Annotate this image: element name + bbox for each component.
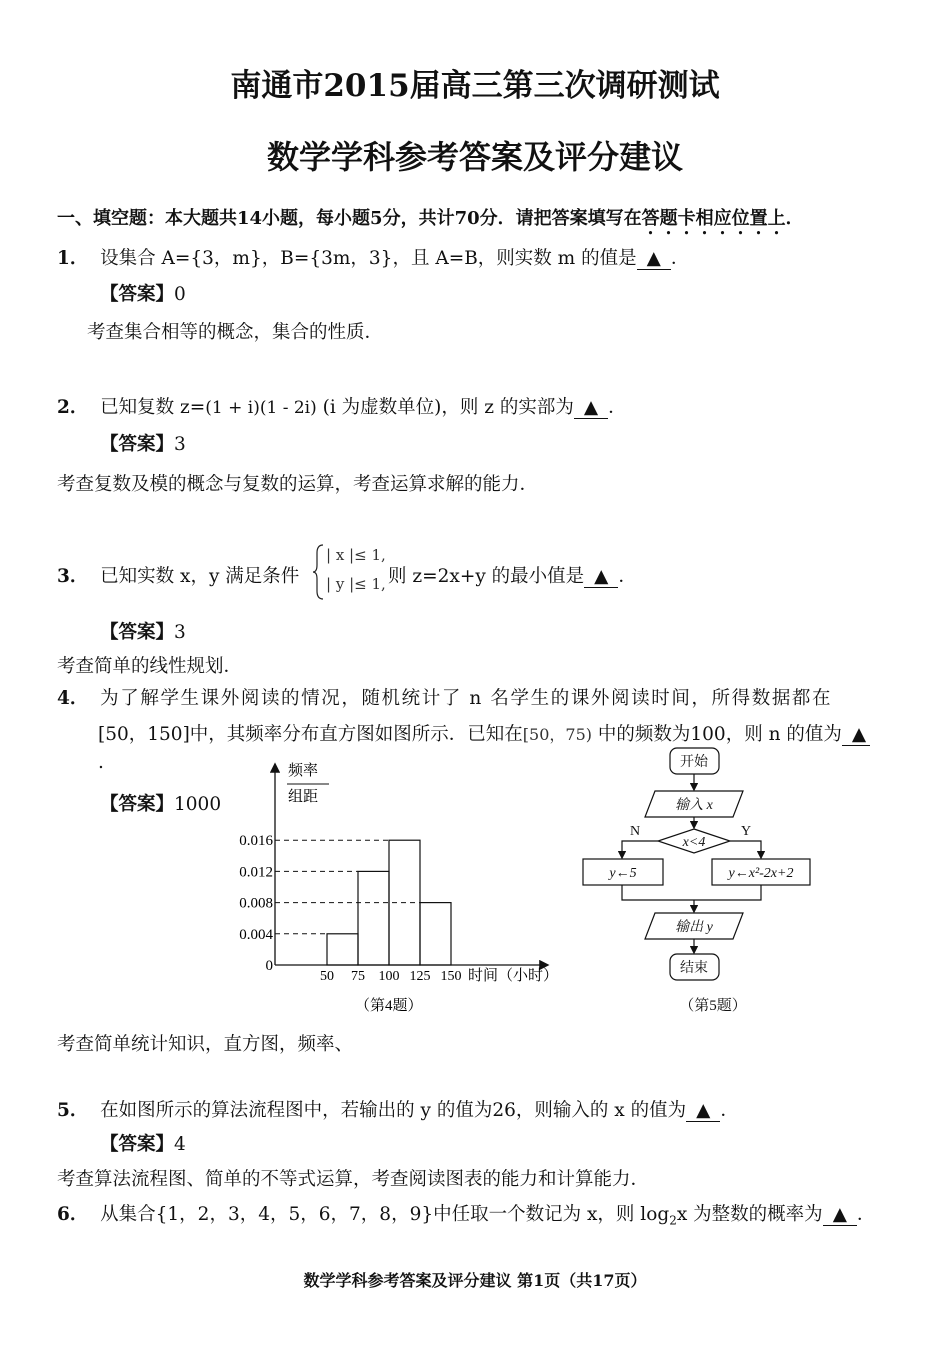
note-3: 考查简单的线性规划．	[57, 656, 243, 677]
y-tick-label: 0.008	[239, 895, 273, 912]
flowchart	[575, 745, 825, 1020]
question-2: 2． 已知复数 z=(1 + i)(1 - 2i) (i 为虚数单位)，则 z 的实部为 ▲ ．	[57, 397, 627, 418]
y-tick-label: 0.004	[239, 926, 273, 943]
question-3: 3． 已知实数 x，y 满足条件	[57, 566, 300, 587]
end-label: 结束	[680, 961, 708, 976]
answer-blank: ▲	[686, 1101, 720, 1122]
output-label: 输出 y	[675, 920, 713, 935]
histogram-bar	[327, 934, 358, 965]
question-4-line2: [50，150]中，其频率分布直方图如图所示．已知在[50，75) 中的频数为100，则 n 的值为 ▲	[98, 720, 870, 746]
page-subtitle: 数学学科参考答案及评分建议	[266, 138, 683, 176]
answer-5: 【答案】4	[100, 1134, 186, 1155]
answer-blank: ▲	[823, 1205, 857, 1226]
no-label: N	[629, 824, 641, 839]
x-tick-label: 50	[320, 969, 334, 984]
answer-blank: ▲	[584, 567, 618, 588]
question-4-line3: .	[98, 752, 104, 773]
y-label-bottom: 组距	[288, 789, 319, 805]
x-tick-label: 150	[440, 969, 462, 984]
chart-caption: （第4题）	[355, 998, 423, 1014]
brace-icon	[312, 543, 326, 601]
answer-4: 【答案】1000	[100, 794, 222, 815]
question-5: 5． 在如图所示的算法流程图中，若输出的 y 的值为26，则输入的 x 的值为 ▲ ．	[57, 1100, 739, 1121]
y-tick-label: 0	[265, 958, 273, 974]
histogram-bar	[420, 903, 451, 965]
start-label: 开始	[680, 755, 708, 770]
question-1: 1． 设集合 A={3，m}，B={3m，3}，且 A=B，则实数 m 的值是 ▲ ．	[57, 248, 690, 269]
answer-2: 【答案】3	[100, 434, 186, 455]
x-tick-label: 75	[351, 969, 365, 984]
flowchart-caption: （第5题）	[679, 998, 747, 1014]
x-tick-label: 125	[409, 969, 431, 984]
section-heading: 一、填空题：本大题共14小题，每小题5分，共计70分．请把答案填写在答题卡相应位置上．	[57, 208, 804, 229]
input-label: 输入 x	[675, 798, 713, 813]
emphasis-text: 答题卡相应位置上	[641, 208, 786, 229]
histogram-bar	[358, 871, 389, 965]
question-6: 6． 从集合{1，2，3，4，5，6，7，8，9}中任取一个数记为 x，则 $\log_2x$ 为整数的概率为 ▲ ．	[57, 1204, 876, 1228]
question-4: 4． 为了解学生课外阅读的情况，随机统计了 n 名学生的课外阅读时间，所得数据都在	[57, 688, 833, 709]
page-footer: 数学学科参考答案及评分建议 第1页（共17页）	[303, 1271, 647, 1290]
answer-3: 【答案】3	[100, 622, 186, 643]
note-4: 考查简单统计知识，直方图，频率、	[57, 1034, 354, 1055]
page-title: 南通市2015届高三第三次调研测试	[230, 68, 720, 104]
answer-blank: ▲	[842, 725, 870, 746]
note-5: 考查算法流程图、简单的不等式运算，考查阅读图表的能力和计算能力．	[57, 1169, 650, 1190]
y-label-top: 频率	[288, 763, 319, 779]
inequality-system: | x |≤ 1, | y |≤ 1,	[312, 543, 392, 601]
right-assign-label: y←x²-2x+2	[728, 866, 794, 881]
y-tick-label: 0.016	[239, 833, 273, 850]
note-2: 考查复数及模的概念与复数的运算，考查运算求解的能力．	[57, 474, 539, 495]
x-label: 时间（小时）	[468, 968, 559, 984]
y-tick-label: 0.012	[239, 864, 273, 881]
left-assign-label: y←5	[609, 866, 637, 881]
answer-blank: ▲	[574, 398, 608, 419]
question-3-cont: 则 z=2x+y 的最小值是 ▲ ．	[388, 566, 637, 587]
answer-1: 【答案】0	[100, 284, 186, 305]
histogram-chart	[225, 755, 565, 1020]
decision-label: x<4	[682, 835, 706, 850]
answer-blank: ▲	[637, 249, 671, 270]
yes-label: Y	[740, 824, 752, 839]
note-1: 考查集合相等的概念，集合的性质．	[87, 322, 384, 343]
x-tick-label: 100	[378, 969, 400, 984]
